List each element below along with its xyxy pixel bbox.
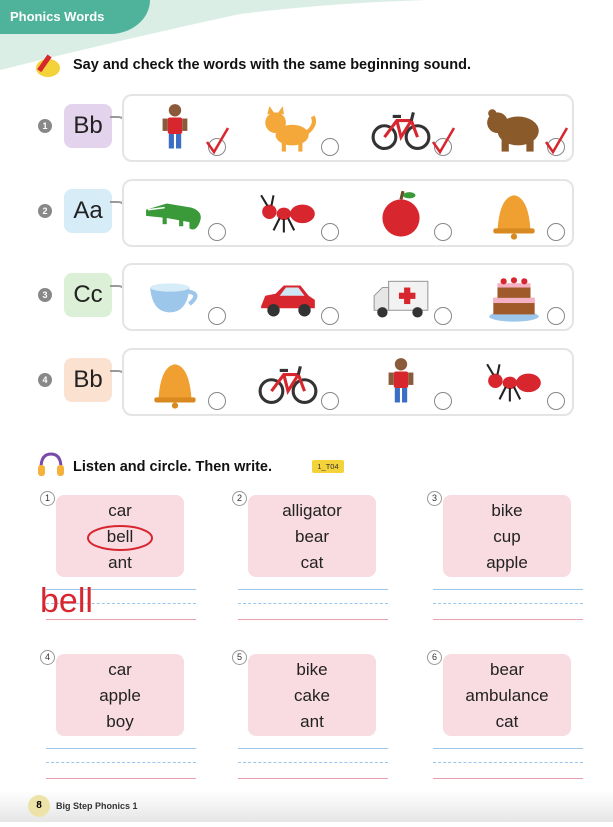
section2-instruction: Listen and circle. Then write.: [73, 459, 273, 475]
picture-cell: [124, 96, 237, 164]
written-answer-1: bell: [40, 582, 93, 620]
answer-checkbox[interactable]: [547, 307, 565, 325]
letter-box: Cc: [64, 273, 112, 317]
word-card: [236, 652, 376, 736]
word-option[interactable]: car: [108, 501, 132, 520]
boy-icon: [144, 102, 206, 154]
picture-panel: [122, 348, 574, 416]
boy-icon: [370, 356, 432, 408]
ant-icon: [483, 356, 545, 408]
answer-checkbox[interactable]: [208, 307, 226, 325]
row-number: 1: [38, 119, 52, 133]
checkmark-icon: [430, 126, 456, 156]
picture-cell: [124, 350, 237, 418]
writing-lines[interactable]: [433, 748, 583, 782]
bear-icon: [483, 102, 545, 154]
exercise-row: [30, 261, 575, 333]
answer-checkbox[interactable]: [208, 223, 226, 241]
answer-checkbox[interactable]: [321, 138, 339, 156]
bike-icon: [257, 356, 319, 408]
card-number: 2: [232, 491, 247, 506]
apple-icon: [370, 187, 432, 239]
word-option[interactable]: cat: [300, 553, 324, 572]
word-option[interactable]: cup: [493, 527, 521, 546]
picture-panel: [122, 94, 574, 162]
ambulance-icon: [370, 271, 432, 323]
writing-lines[interactable]: [46, 748, 196, 782]
word-option[interactable]: boy: [106, 712, 134, 731]
answer-checkbox[interactable]: [547, 223, 565, 241]
word-card: [431, 652, 571, 736]
answer-checkbox[interactable]: [547, 392, 565, 410]
word-option[interactable]: bike: [296, 660, 328, 679]
bell-icon: [483, 187, 545, 239]
word-card: [431, 493, 571, 577]
exercise-row: [30, 92, 575, 164]
word-option[interactable]: bell: [106, 527, 134, 546]
picture-cell: [463, 265, 576, 333]
headphones-icon: [36, 450, 66, 480]
picture-cell: [124, 181, 237, 249]
card-number: 4: [40, 650, 55, 665]
answer-checkbox[interactable]: [321, 392, 339, 410]
row-number: 2: [38, 204, 52, 218]
card-number: 1: [40, 491, 55, 506]
word-card: [44, 493, 184, 577]
row-number: 4: [38, 373, 52, 387]
picture-cell: [350, 181, 463, 249]
answer-checkbox[interactable]: [434, 223, 452, 241]
card-number: 3: [427, 491, 442, 506]
word-option[interactable]: apple: [486, 553, 528, 572]
writing-lines[interactable]: [238, 589, 388, 623]
word-option[interactable]: bear: [294, 527, 330, 546]
word-option[interactable]: bear: [489, 660, 525, 679]
answer-checkbox[interactable]: [434, 392, 452, 410]
card-number: 6: [427, 650, 442, 665]
word-option[interactable]: cat: [495, 712, 519, 731]
picture-cell: [237, 181, 350, 249]
picture-panel: [122, 179, 574, 247]
writing-lines[interactable]: [433, 589, 583, 623]
answer-checkbox[interactable]: [321, 223, 339, 241]
bike-icon: [370, 102, 432, 154]
word-option[interactable]: ambulance: [465, 686, 549, 705]
ant-icon: [257, 187, 319, 239]
picture-cell: [463, 181, 576, 249]
picture-cell: [350, 350, 463, 418]
word-option[interactable]: alligator: [282, 501, 342, 520]
card-number: 5: [232, 650, 247, 665]
word-option[interactable]: ant: [108, 553, 132, 572]
row-number: 3: [38, 288, 52, 302]
header-title: Phonics Words: [10, 9, 105, 24]
alligator-icon: [144, 187, 206, 239]
answer-checkbox[interactable]: [321, 307, 339, 325]
pencil-icon: [34, 52, 64, 78]
letter-box: Bb: [64, 104, 112, 148]
audio-track-tag[interactable]: 1_T04: [312, 460, 344, 473]
answer-circle: [85, 523, 155, 553]
word-option[interactable]: apple: [99, 686, 141, 705]
picture-cell: [237, 96, 350, 164]
page-number: 8: [28, 795, 50, 817]
word-option[interactable]: car: [108, 660, 132, 679]
cat-icon: [257, 102, 319, 154]
picture-cell: [463, 96, 576, 164]
picture-cell: [350, 96, 463, 164]
section1-instruction: Say and check the words with the same beginning sound.: [73, 57, 472, 73]
word-option[interactable]: ant: [300, 712, 324, 731]
picture-cell: [350, 265, 463, 333]
book-title: Big Step Phonics 1: [56, 801, 138, 811]
answer-checkbox[interactable]: [208, 392, 226, 410]
picture-cell: [237, 350, 350, 418]
exercise-row: [30, 346, 575, 418]
word-option[interactable]: bike: [491, 501, 523, 520]
checkmark-icon: [543, 126, 569, 156]
bell-icon: [144, 356, 206, 408]
exercise-row: [30, 177, 575, 249]
answer-checkbox[interactable]: [434, 307, 452, 325]
car-icon: [257, 271, 319, 323]
cake-icon: [483, 271, 545, 323]
writing-lines[interactable]: [238, 748, 388, 782]
picture-cell: [124, 265, 237, 333]
cup-icon: [144, 271, 206, 323]
picture-cell: [237, 265, 350, 333]
letter-box: Bb: [64, 358, 112, 402]
word-option[interactable]: cake: [294, 686, 330, 705]
word-card: [236, 493, 376, 577]
picture-panel: [122, 263, 574, 331]
letter-box: Aa: [64, 189, 112, 233]
word-card: [44, 652, 184, 736]
checkmark-icon: [204, 126, 230, 156]
picture-cell: [463, 350, 576, 418]
